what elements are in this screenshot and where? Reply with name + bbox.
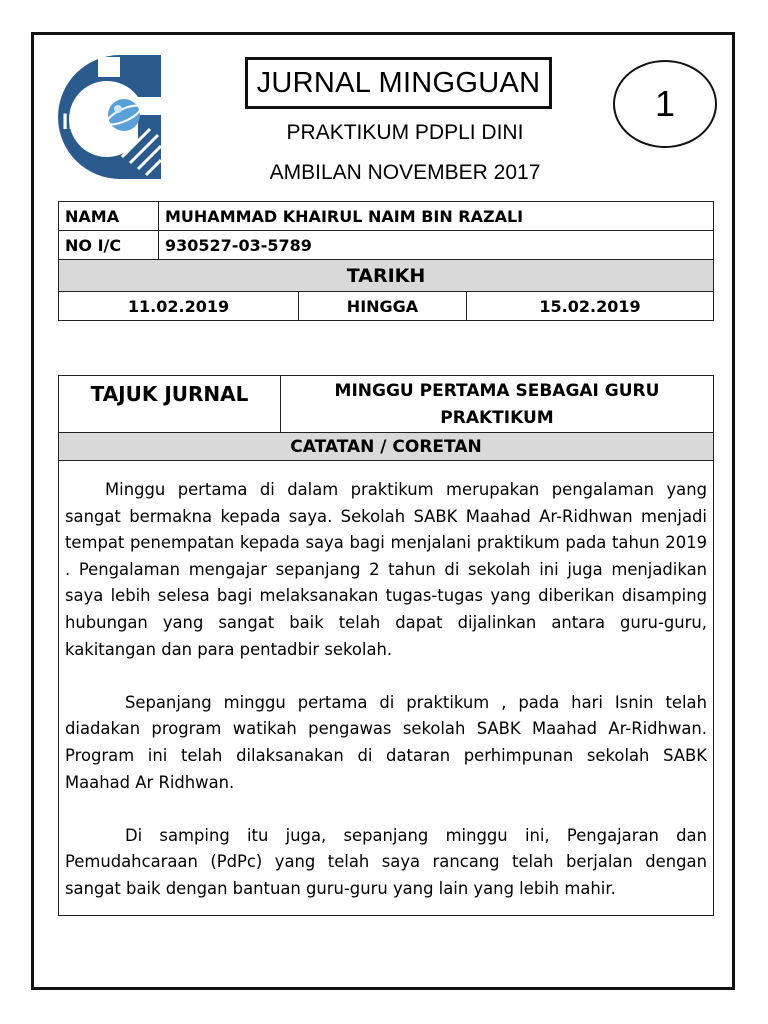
ic-row	[59, 231, 714, 260]
notes-paragraph: Minggu pertama di dalam praktikum merupakan pengalaman yang sangat bermakna kepada saya. Sekolah SABK Maahad Ar-Ridhwan menjadi tempat penempatan kepada saya bagi menjalani praktikum pada tahun 2019 . Pengalaman mengajar sepanjang 2 tahun di sekolah ini juga menjadikan saya lebih selesa bagi melaksanakan tugas-tugas yang diberikan disamping hubungan yang sangat baik telah dapat dijalinkan antara guru-guru, kakitangan dan para pentadbir sekolah.	[65, 480, 707, 659]
date-to: 15.02.2019	[467, 292, 714, 321]
journal-number: 1	[613, 60, 717, 148]
notes-body	[59, 461, 714, 916]
name-value: MUHAMMAD KHAIRUL NAIM BIN RAZALI	[159, 202, 714, 231]
date-row	[59, 292, 714, 321]
journal-table	[58, 375, 714, 916]
subtitle-intake: AMBILAN NOVEMBER 2017	[269, 161, 541, 184]
logo-text: IPG	[62, 109, 100, 134]
ic-value: 930527-03-5789	[159, 231, 714, 260]
student-info-table	[58, 201, 714, 321]
date-from: 11.02.2019	[59, 292, 299, 321]
notes-paragraph: Di samping itu juga, sepanjang minggu ini, Pengajaran dan Pemudahcaraan (PdPc) yang telah saya rancang telah berjalan dengan sangat baik dengan bantuan guru-guru yang lain yang lebih mahir.	[65, 825, 707, 898]
journal-title-value: MINGGU PERTAMA SEBAGAI GURU PRAKTIKUM	[281, 376, 714, 433]
name-row	[59, 202, 714, 231]
journal-title: JURNAL MINGGUAN	[245, 57, 552, 109]
date-separator: HINGGA	[299, 292, 467, 321]
ic-label: NO I/C	[59, 231, 159, 260]
date-heading: TARIKH	[59, 260, 714, 292]
journal-title-label: TAJUK JURNAL	[59, 376, 281, 433]
notes-paragraph: Sepanjang minggu pertama di praktikum , pada hari Isnin telah diadakan program watikah pengawas sekolah SABK Maahad Ar-Ridhwan. Program ini telah dilaksanakan di dataran perhimpunan sekolah SABK Maahad Ar Ridhwan.	[65, 692, 707, 792]
journal-title-row	[59, 376, 714, 433]
ipg-logo-icon	[58, 55, 161, 179]
notes-heading: CATATAN / CORETAN	[59, 433, 714, 461]
subtitle-programme: PRAKTIKUM PDPLI DINI	[286, 121, 524, 144]
name-label: NAMA	[59, 202, 159, 231]
